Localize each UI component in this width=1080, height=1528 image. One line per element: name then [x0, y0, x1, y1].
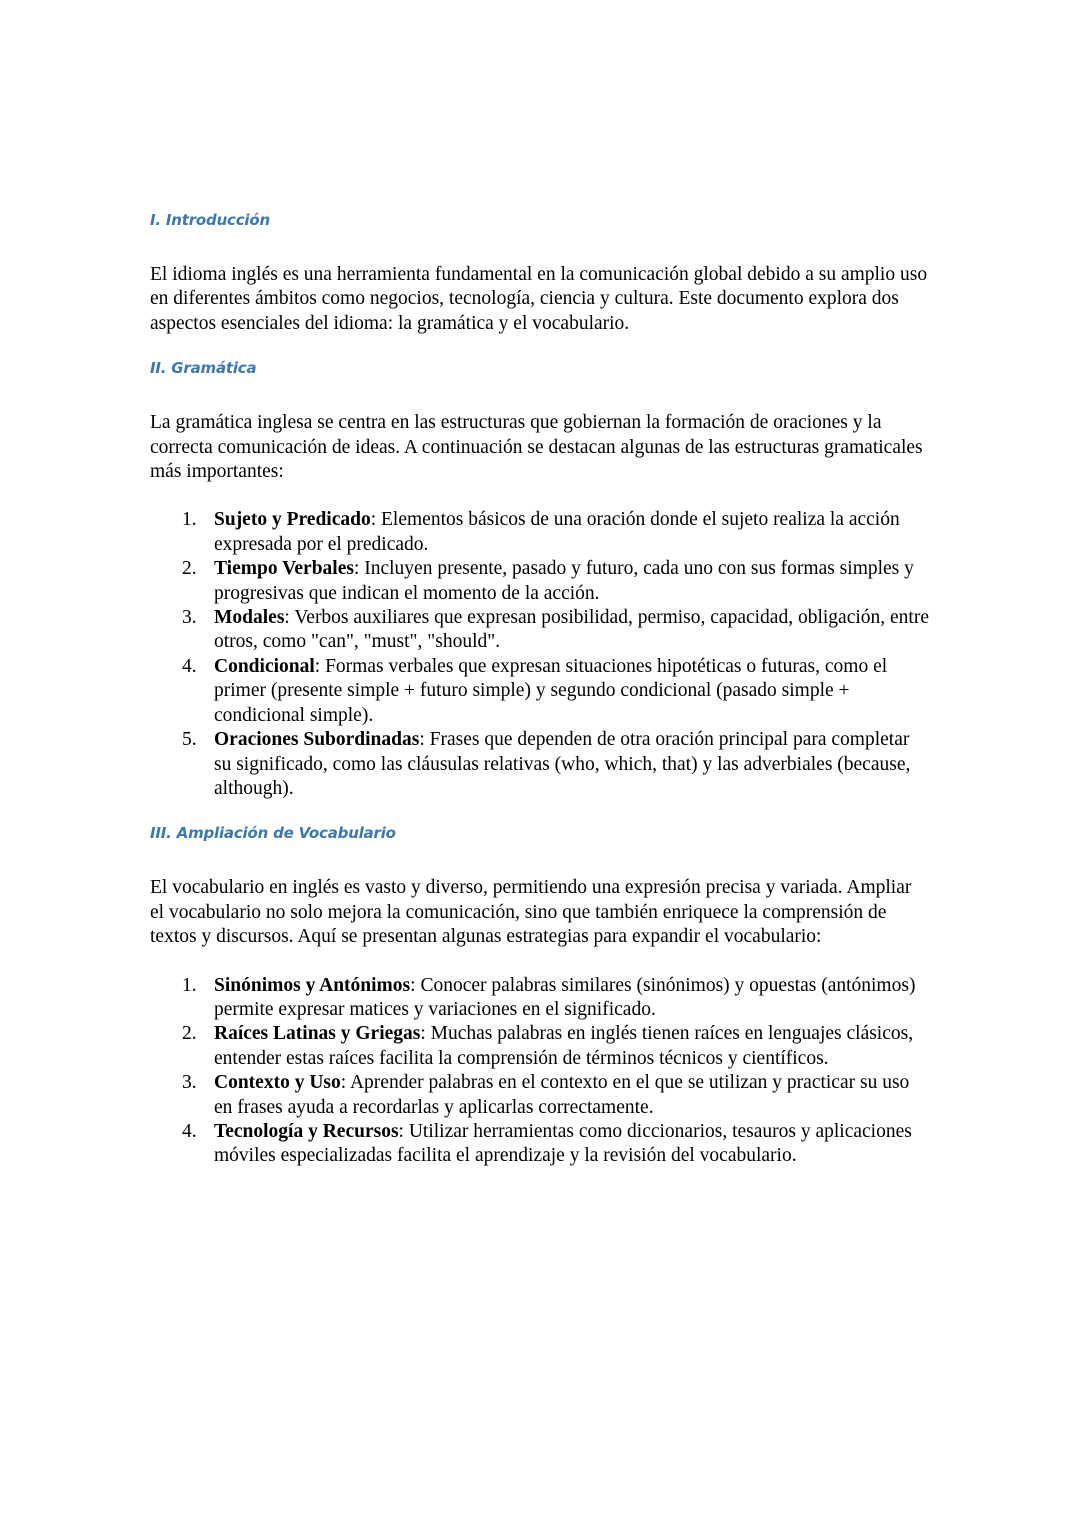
list-item	[150, 557, 930, 606]
list-item-number: 3.	[182, 607, 197, 629]
paragraph-gramatica: La gramática inglesa se centra en las estructuras que gobiernan la formación de oraciones y la correcta comunicación de ideas. A continuación se destacan algunas de las estructuras gramaticales más importantes:	[150, 412, 923, 483]
list-item-term: Sujeto y Predicado	[214, 509, 371, 531]
list-item-term: Contexto y Uso	[214, 1072, 341, 1094]
list-item-text: : Muchas palabras en inglés tienen raíces en lenguajes clásicos, entender estas raíces facilita la comprensión de términos técnicos y científicos.	[214, 1023, 914, 1069]
list-item-term: Tiempo Verbales	[214, 558, 354, 580]
list-item	[150, 606, 930, 655]
list-item	[150, 728, 930, 801]
list-item-text: : Incluyen presente, pasado y futuro, cada uno con sus formas simples y progresivas que indican el momento de la acción.	[214, 558, 914, 604]
list-item	[150, 1022, 930, 1071]
heading-vocabulario: III. Ampliación de Vocabulario	[150, 824, 396, 843]
vocabulary-list	[150, 974, 930, 1169]
list-item-text: : Elementos básicos de una oración donde el sujeto realiza la acción expresada por el predicado.	[214, 509, 900, 555]
heading-introduccion: I. Introducción	[150, 211, 270, 229]
list-item-text: : Conocer palabras similares (sinónimos) y opuestas (antónimos) permite expresar matices y variaciones en el significado.	[214, 974, 916, 1020]
list-item-term: Sinónimos y Antónimos	[214, 974, 411, 996]
paragraph-vocabulario: El vocabulario en inglés es vasto y diverso, permitiendo una expresión precisa y variada. Ampliar el vocabulario no solo mejora la comunicación, sino que también enriquece la comprensión de textos y discursos. Aquí se presentan algunas estrategias para expandir el vocabulario:	[150, 877, 912, 948]
list-item-text: : Formas verbales que expresan situaciones hipotéticas o futuras, como el primer (presente simple + futuro simple) y segundo condicional (pasado simple + condicional simple).	[214, 655, 888, 726]
list-item-number: 1.	[182, 974, 197, 996]
list-item-number: 3.	[182, 1072, 197, 1094]
document-content	[150, 208, 930, 1169]
list-item-number: 1.	[182, 509, 197, 531]
list-item-number: 2.	[182, 1023, 197, 1045]
list-item	[150, 508, 930, 557]
list-item	[150, 1120, 930, 1169]
list-item-text: : Verbos auxiliares que expresan posibilidad, permiso, capacidad, obligación, entre otros, como "can", "must", "should".	[214, 607, 929, 653]
list-item-text: : Frases que dependen de otra oración principal para completar su significado, como las cláusulas relativas (who, which, that) y las adverbiales (because, although).	[214, 729, 911, 799]
list-item-text: : Aprender palabras en el contexto en el que se utilizan y practicar su uso en frases ayuda a recordarlas y aplicarlas correctamente.	[214, 1072, 910, 1118]
list-item	[150, 974, 930, 1023]
list-item	[150, 655, 930, 728]
heading-gramatica: II. Gramática	[150, 359, 257, 378]
list-item-number: 5.	[182, 729, 197, 751]
list-item-term: Raíces Latinas y Griegas	[214, 1023, 421, 1045]
list-item-term: Oraciones Subordinadas	[214, 729, 420, 751]
list-item-term: Modales	[214, 607, 285, 629]
grammar-list	[150, 508, 930, 801]
list-item-text: : Utilizar herramientas como diccionarios, tesauros y aplicaciones móviles especializadas facilita el aprendizaje y la revisión del vocabulario.	[214, 1120, 912, 1167]
list-item-term: Condicional	[214, 655, 315, 677]
list-item-number: 4.	[182, 655, 197, 677]
list-item	[150, 1071, 930, 1120]
paragraph-introduccion: El idioma inglés es una herramienta fundamental en la comunicación global debido a su amplio uso en diferentes ámbitos como negocios, tecnología, ciencia y cultura. Este documento explora dos aspectos esenciales del idioma: la gramática y el vocabulario.	[150, 264, 928, 334]
list-item-number: 2.	[182, 558, 197, 580]
list-item-number: 4.	[182, 1120, 197, 1142]
list-item-term: Tecnología y Recursos	[214, 1120, 399, 1142]
